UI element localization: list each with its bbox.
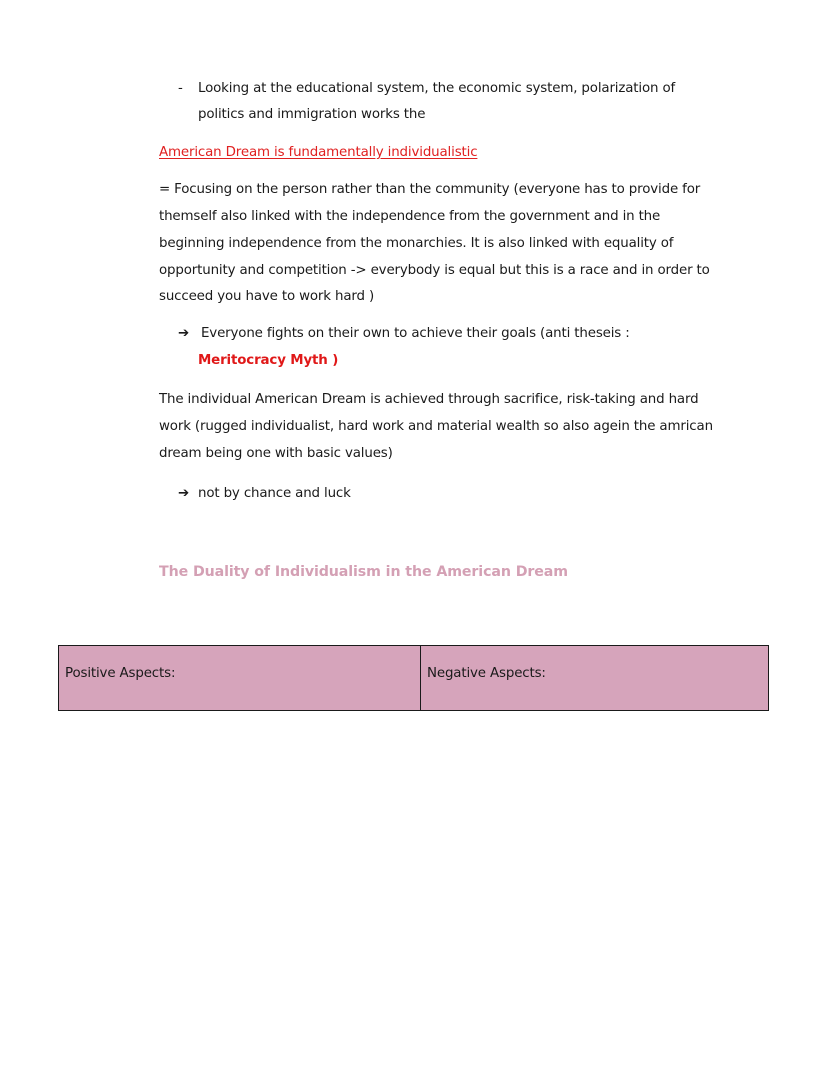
section-heading: The Duality of Individualism in the American Dream (159, 564, 568, 580)
definition-line-5: succeed you have to work hard ) (159, 289, 375, 304)
aspects-table (58, 645, 769, 711)
negative-aspects-label: Negative Aspects: (427, 666, 546, 681)
arrow-point-2-text: not by chance and luck (198, 486, 351, 501)
key-statement-link[interactable]: American Dream is fundamentally individualistic (159, 145, 478, 160)
paragraph-2-line-2: work (rugged individualist, hard work and material wealth so also agein the amrican (159, 419, 713, 434)
bullet-intro-line-1: Looking at the educational system, the economic system, polarization of (198, 81, 676, 96)
positive-aspects-cell[interactable] (59, 646, 421, 711)
arrow-point-1-line-1: Everyone fights on their own to achieve their goals (anti theseis : (201, 326, 630, 341)
definition-line-4: opportunity and competition -> everybody is equal but this is a race and in order to (159, 263, 710, 278)
meritocracy-myth-label: Meritocracy Myth ) (198, 353, 339, 368)
negative-aspects-cell[interactable] (421, 646, 769, 711)
definition-line-1: = Focusing on the person rather than the community (everyone has to provide for (159, 182, 701, 197)
arrow-bullet-icon: ➔ (178, 486, 190, 501)
paragraph-2-line-1: The individual American Dream is achieved through sacrifice, risk-taking and hard (159, 392, 699, 407)
table-row (59, 646, 769, 711)
paragraph-2-line-3: dream being one with basic values) (159, 446, 393, 461)
bullet-intro-line-2: politics and immigration works the (198, 107, 426, 122)
positive-aspects-label: Positive Aspects: (65, 666, 176, 681)
arrow-bullet-icon: ➔ (178, 326, 190, 341)
dash-bullet-marker: - (178, 81, 183, 96)
definition-line-3: beginning independence from the monarchies. It is also linked with equality of (159, 236, 674, 251)
definition-line-2: themself also linked with the independence from the government and in the (159, 209, 661, 224)
